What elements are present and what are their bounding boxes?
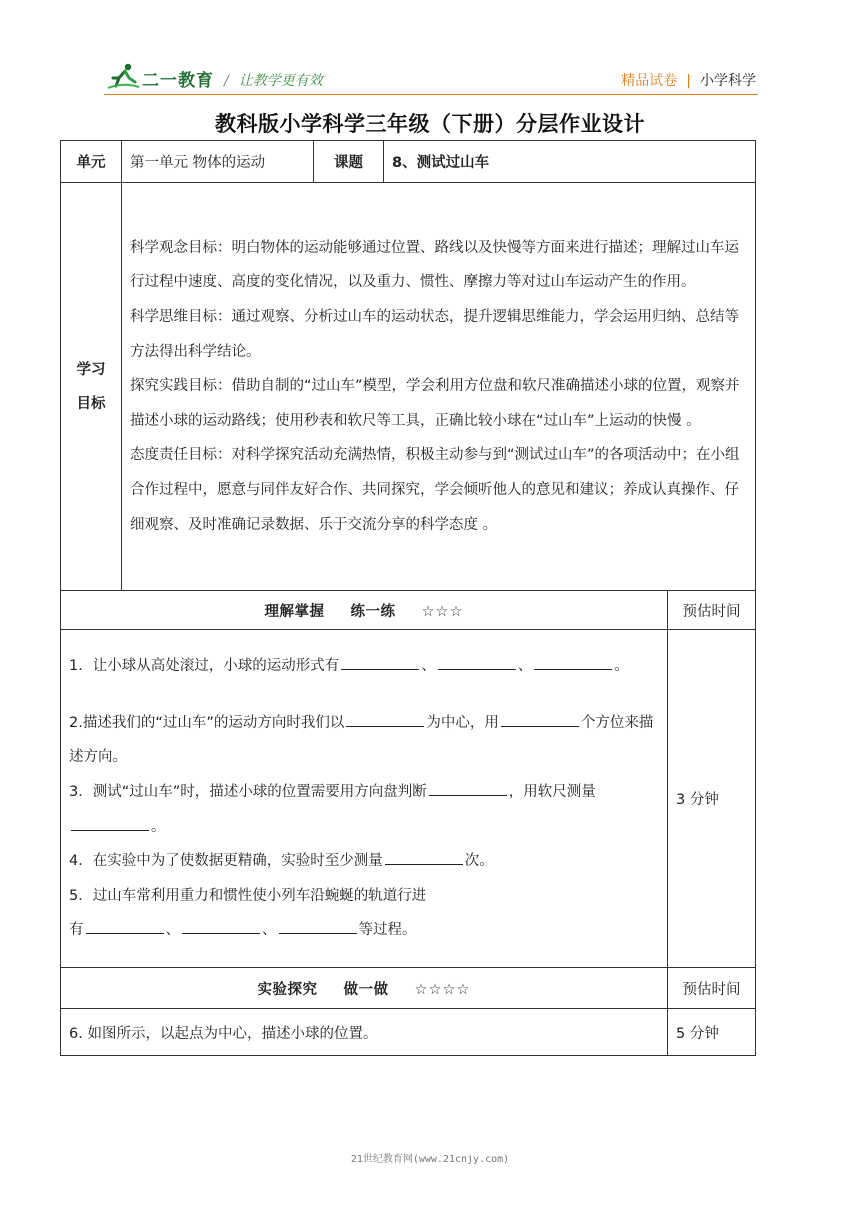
section1-time-value: 3 分钟 bbox=[668, 630, 756, 968]
answer-blank[interactable] bbox=[438, 652, 516, 670]
answer-blank[interactable] bbox=[385, 847, 463, 865]
section1-name: 理解掌握 bbox=[264, 603, 325, 620]
lesson-value: 8、测试过山车 bbox=[384, 141, 756, 183]
q1-sep: 、 bbox=[421, 658, 436, 675]
goal-thinking: 科学思维目标：通过观察、分析过山车的运动状态，提升逻辑思维能力，学会运用归纳、总结等方法得出科学结论。 bbox=[130, 309, 739, 360]
q4-text: 4．在实验中为了使数据更精确，实验时至少测量 bbox=[69, 853, 383, 870]
unit-label: 单元 bbox=[61, 141, 122, 183]
answer-blank[interactable] bbox=[501, 709, 579, 727]
answer-blank[interactable] bbox=[341, 652, 419, 670]
header-tag: 精品试卷 | 小学科学 bbox=[621, 73, 756, 89]
q5-sep: 、 bbox=[262, 922, 277, 939]
goal-practice: 探究实践目标：借助自制的“过山车”模型，学会利用方位盘和软尺准确描述小球的位置，观察并描述小球的运动路线；使用秒表和软尺等工具，正确比较小球在“过山车”上运动的快慢 。 bbox=[130, 378, 740, 429]
q5-sep: 、 bbox=[165, 922, 180, 939]
homework-table bbox=[60, 140, 756, 1056]
section2-name: 实验探究 bbox=[257, 981, 318, 998]
answer-blank[interactable] bbox=[86, 916, 164, 934]
subject-label: 小学科学 bbox=[700, 73, 756, 89]
q2-text-b: 为中心，用 bbox=[426, 714, 499, 731]
goals-row bbox=[61, 183, 756, 591]
header-divider bbox=[104, 94, 758, 95]
question-5 bbox=[69, 879, 659, 948]
info-row bbox=[61, 141, 756, 183]
section2-stars: ☆☆☆☆ bbox=[414, 981, 471, 998]
section2-sub: 做一做 bbox=[343, 981, 389, 998]
answer-blank[interactable] bbox=[346, 709, 424, 727]
q5-text-b: 有 bbox=[69, 922, 84, 939]
section1-questions bbox=[61, 630, 668, 968]
question-3 bbox=[69, 775, 659, 844]
q5-text: 5．过山车常利用重力和惯性使小列车沿蜿蜒的轨道行进 bbox=[69, 887, 427, 904]
question-6: 6. 如图所示，以起点为中心，描述小球的位置。 bbox=[61, 1009, 668, 1056]
slogan: / 让教学更有效 bbox=[224, 73, 323, 89]
unit-value: 第一单元 物体的运动 bbox=[122, 141, 314, 183]
runner-logo-icon bbox=[108, 62, 140, 90]
section2-time-value: 5 分钟 bbox=[668, 1009, 756, 1056]
goal-attitude: 态度责任目标：对科学探究活动充满热情，积极主动参与到“测试过山车”的各项活动中；在小组合作过程中，愿意与同伴友好合作、共同探究，学会倾听他人的意见和建议；养成认真操作、仔细观察、及时准确记录数据、乐于交流分享的科学态度 。 bbox=[130, 447, 740, 533]
logo bbox=[108, 62, 218, 90]
section1-header-row bbox=[61, 591, 756, 630]
question-2 bbox=[69, 706, 659, 775]
q3-text-b: ，用软尺测量 bbox=[508, 783, 596, 800]
goals-label-line2: 目标 bbox=[76, 395, 106, 412]
q4-text-b: 次。 bbox=[464, 853, 494, 870]
goals-label-line1: 学习 bbox=[76, 361, 106, 378]
q3-text-c: 。 bbox=[151, 818, 166, 835]
answer-blank[interactable] bbox=[279, 916, 357, 934]
q2-text: 2.描述我们的“过山车”的运动方向时我们以 bbox=[69, 714, 345, 731]
page-header bbox=[108, 62, 758, 96]
question-4 bbox=[69, 844, 659, 879]
section1-body-row bbox=[61, 630, 756, 968]
answer-blank[interactable] bbox=[534, 652, 612, 670]
section1-header bbox=[61, 591, 668, 630]
q5-text-c: 等过程。 bbox=[358, 922, 417, 939]
lesson-label: 课题 bbox=[314, 141, 384, 183]
section2-time-label: 预估时间 bbox=[668, 968, 756, 1009]
section1-time-label: 预估时间 bbox=[668, 591, 756, 630]
goals-content bbox=[122, 183, 756, 591]
answer-blank[interactable] bbox=[182, 916, 260, 934]
section1-stars: ☆☆☆ bbox=[421, 603, 464, 620]
section1-sub: 练一练 bbox=[350, 603, 396, 620]
section2-header-row bbox=[61, 968, 756, 1009]
q1-sep: 、 bbox=[517, 658, 533, 675]
page-footer: 21世纪教育网(www.21cnjy.com) bbox=[350, 1154, 510, 1165]
slogan-text: 让教学更有效 bbox=[238, 73, 323, 89]
answer-blank[interactable] bbox=[429, 778, 507, 796]
goals-label bbox=[61, 183, 122, 591]
q1-end: 。 bbox=[614, 658, 629, 675]
q3-text: 3．测试“过山车”时，描述小球的位置需要用方向盘判断 bbox=[69, 783, 427, 800]
section2-body-row bbox=[61, 1009, 756, 1056]
q2-text-c: 个方位来描述方向。 bbox=[69, 714, 654, 766]
tag-label: 精品试卷 bbox=[621, 73, 678, 89]
q1-text: 1．让小球从高处滚过，小球的运动形式有 bbox=[69, 658, 340, 675]
logo-text: 二一教育 bbox=[142, 71, 214, 91]
section2-header bbox=[61, 968, 668, 1009]
question-1 bbox=[69, 649, 659, 684]
answer-blank[interactable] bbox=[71, 813, 149, 831]
document-title: 教科版小学科学三年级（下册）分层作业设计 bbox=[215, 112, 645, 136]
goal-concept: 科学观念目标：明白物体的运动能够通过位置、路线以及快慢等方面来进行描述；理解过山车运行过程中速度、高度的变化情况，以及重力、惯性、摩擦力等对过山车运动产生的作用。 bbox=[130, 239, 739, 291]
